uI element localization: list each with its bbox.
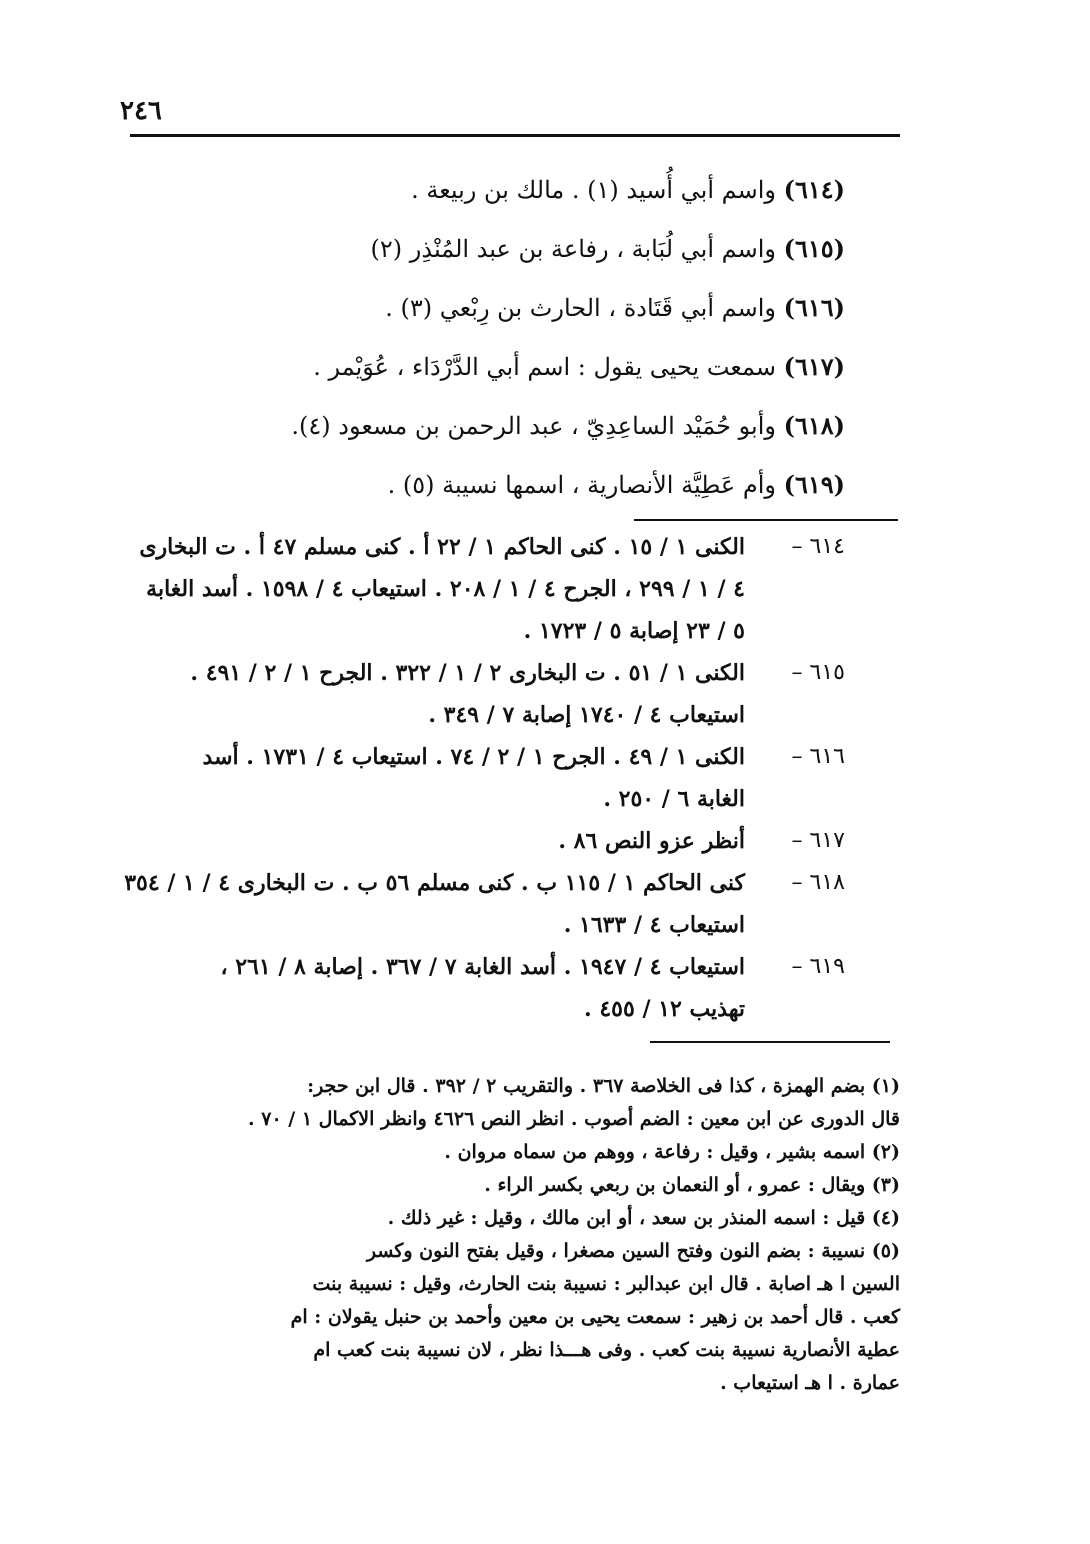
reference-line: ٥ / ٢٣ إصابة ٥ / ١٧٢٣ .	[523, 618, 745, 644]
footnote-line: عطية الأنصارية نسيبة بنت كعب . وفى هـــذا نظر ، لان نسيبة بنت كعب ام	[313, 1339, 900, 1361]
reference-line: تهذيب ١٢ / ٤٥٥ .	[584, 996, 745, 1022]
footnote-line: (٥) نسيبة : بضم النون وفتح السين مصغرا ، وقيل بفتح النون وكسر	[366, 1240, 900, 1262]
reference-line: الغابة ٦ / ٢٥٠ .	[603, 786, 745, 812]
page-number: ٢٤٦	[120, 96, 162, 126]
reference-entry	[124, 862, 845, 946]
reference-line: استيعاب ٤ / ١٧٤٠ إصابة ٧ / ٣٤٩ .	[428, 702, 745, 728]
entry-text: وأم عَطِيَّة الأنصارية ، اسمها نسيبة (٥) .	[387, 471, 776, 499]
reference-line: كنى الحاكم ١ / ١١٥ ب . كنى مسلم ٥٦ ب . ت البخارى ٤ / ١ / ٣٥٤	[124, 870, 745, 896]
reference-entry	[139, 526, 845, 652]
reference-line: الكنى ١ / ٤٩ . الجرح ١ / ٢ / ٧٤ . استيعاب ٤ / ١٧٣١ . أسد	[202, 744, 745, 770]
reference-number: ٦١٨ –	[791, 870, 845, 895]
reference-body	[155, 820, 745, 862]
main-text	[225, 160, 845, 514]
reference-number: ٦١٤ –	[791, 534, 845, 559]
section-divider	[634, 519, 898, 521]
main-entry	[225, 396, 845, 455]
main-entry	[225, 455, 845, 514]
main-entry	[225, 337, 845, 396]
entry-text: واسم أبي قَتَادة ، الحارث بن رِبْعي (٣) .	[385, 294, 776, 322]
footnote-line: كعب . قال أحمد بن زهير : سمعت يحيى بن معين وأحمد بن حنبل يقولان : ام	[290, 1306, 900, 1328]
entry-number: (٦١٧)	[783, 352, 845, 381]
footnote-line: (١) بضم الهمزة ، كذا فى الخلاصة ٣٦٧ . والتقريب ٢ / ٣٩٢ . قال ابن حجر:	[307, 1075, 900, 1097]
reference-body	[155, 652, 745, 736]
reference-entry	[155, 820, 845, 862]
reference-body	[155, 736, 745, 820]
main-entry	[225, 160, 845, 219]
reference-body	[124, 862, 745, 946]
footnote-line: (٤) قيل : اسمه المنذر بن سعد ، أو ابن مالك ، وقيل : غير ذلك .	[387, 1207, 900, 1229]
reference-number: ٦١٦ –	[791, 744, 845, 769]
reference-line: استيعاب ٤ / ١٦٣٣ .	[563, 912, 745, 938]
references-section	[124, 526, 845, 1030]
entry-text: واسم أبي أُسيد (١) . مالك بن ربيعة .	[411, 176, 776, 204]
reference-number: ٦١٥ –	[791, 660, 845, 685]
entry-text: واسم أبي لُبَابة ، رفاعة بن عبد المُنْذِر (٢)	[370, 235, 776, 263]
entry-number: (٦١٨)	[783, 411, 845, 440]
reference-entry	[155, 946, 845, 1030]
main-entry	[225, 219, 845, 278]
entry-number: (٦١٤)	[783, 175, 845, 204]
reference-entry	[155, 736, 845, 820]
footnote-divider	[650, 1041, 890, 1043]
reference-body	[155, 946, 745, 1030]
reference-line: استيعاب ٤ / ١٩٤٧ . أسد الغابة ٧ / ٣٦٧ . إصابة ٨ / ٢٦١ ،	[220, 954, 745, 980]
entry-text: وأبو حُمَيْد الساعِدِيّ ، عبد الرحمن بن مسعود (٤).	[291, 412, 776, 440]
reference-line: ٤ / ١ / ٢٩٩ ، الجرح ٤ / ١ / ٢٠٨ . استيعاب ٤ / ١٥٩٨ . أسد الغابة	[146, 576, 745, 602]
reference-number: ٦١٧ –	[791, 828, 845, 853]
header-rule	[130, 134, 900, 137]
footnote-line: عمارة . ا هـ استيعاب .	[720, 1372, 900, 1394]
entry-number: (٦١٦)	[783, 293, 845, 322]
entry-number: (٦١٩)	[783, 470, 845, 499]
reference-line: الكنى ١ / ٥١ . ت البخارى ٢ / ١ / ٣٢٢ . الجرح ١ / ٢ / ٤٩١ .	[190, 660, 745, 686]
footnote-line: (٢) اسمه بشير ، وقيل : رفاعة ، ووهم من سماه مروان .	[444, 1141, 900, 1163]
entry-number: (٦١٥)	[783, 234, 845, 263]
entry-text: سمعت يحيى يقول : اسم أبي الدَّرْدَاء ، عُوَيْمر .	[313, 353, 776, 381]
footnote-line: السين ا هـ اصابة . قال ابن عبدالبر : نسيبة بنت الحارث، وقيل : نسيبة بنت	[312, 1273, 900, 1295]
reference-body	[139, 526, 745, 652]
footnote-line: قال الدورى عن ابن معين : الضم أصوب . انظر النص ٤٦٢٦ وانظر الاكمال ١ / ٧٠ .	[248, 1108, 900, 1130]
reference-line: أنظر عزو النص ٨٦ .	[558, 828, 745, 854]
reference-entry	[155, 652, 845, 736]
footnote-line: (٣) ويقال : عمرو ، أو النعمان بن ربعي بكسر الراء .	[484, 1174, 900, 1196]
reference-number: ٦١٩ –	[791, 954, 845, 979]
main-entry	[225, 278, 845, 337]
footnotes-section	[160, 1070, 900, 1400]
reference-line: الكنى ١ / ١٥ . كنى الحاكم ١ / ٢٢ أ . كنى مسلم ٤٧ أ . ت البخارى	[139, 534, 745, 560]
